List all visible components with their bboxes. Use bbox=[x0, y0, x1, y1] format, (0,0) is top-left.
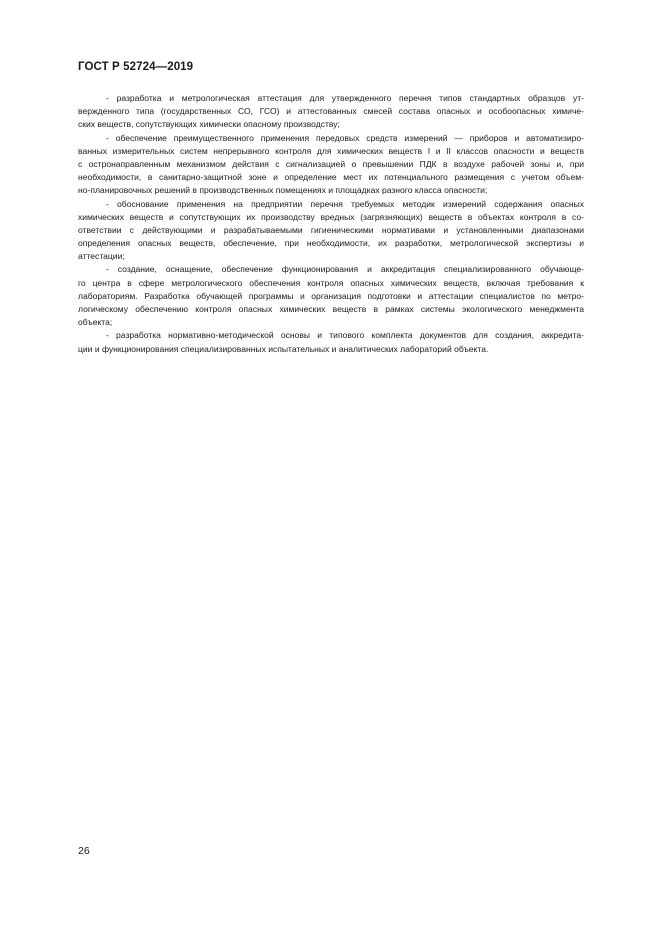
paragraph-4-line-4: логическому обеспечению контроля опасных химических веществ в рамках системы экологического менеджмента bbox=[78, 304, 584, 314]
paragraph-5-line-1: - разработка нормативно-методической основы и типового комплекта документов для создания, аккредита- bbox=[106, 330, 584, 341]
paragraph-3-line-1: - обоснование применения на предприятии перечня требуемых методик измерений содержания опасных bbox=[106, 198, 584, 209]
page-number: 26 bbox=[78, 845, 90, 857]
paragraph-4-line-3: лабораториям. Разработка обучающей программы и организация подготовки и аттестации специалистов по метро- bbox=[78, 290, 584, 301]
paragraph-2-line-2: ванных измерительных систем непрерывного контроля для химических веществ I и II классов опасности и веществ bbox=[78, 145, 584, 156]
paragraph-5-line-2: ции и функционирования специализированных испытательных и аналитических лабораторий объекта. bbox=[78, 343, 489, 354]
paragraph-1-line-2: вержденного типа (государственных СО, ГСО) и аттестованных смесей состава опасных и особоопасных химиче- bbox=[78, 106, 584, 117]
paragraph-1-line-1: - разработка и метрологическая аттестация для утвержденного перечня типов стандартных образцов ут- bbox=[106, 93, 584, 103]
paragraph-1-line-3: ских веществ, сопутствующих химически опасному производству; bbox=[78, 119, 340, 130]
paragraph-3-line-4: определения опасных веществ, обеспечение, при необходимости, их разработки, метрологической экспертизы и bbox=[78, 238, 584, 249]
paragraph-3-line-5: аттестации; bbox=[78, 251, 125, 262]
paragraph-2-line-3: с остронаправленным механизмом действия с сигнализацией о превышении ПДК в воздухе рабочей зоны и, при bbox=[78, 158, 584, 169]
document-header: ГОСТ Р 52724—2019 bbox=[78, 61, 194, 73]
document-body bbox=[78, 92, 584, 356]
paragraph-3-line-3: ответствии с действующими и разрабатываемыми гигиеническими нормативами и установленными диапазонами bbox=[78, 224, 584, 235]
paragraph-4-line-1: - создание, оснащение, обеспечение функционирования и аккредитация специализированного обучающе- bbox=[106, 264, 584, 275]
paragraph-4-line-2: го центра в сфере метрологического обеспечения контроля опасных химических веществ, включая требования к bbox=[78, 277, 584, 288]
paragraph-4-line-5: объекта; bbox=[78, 317, 113, 328]
paragraph-2-line-5: но-планировочных решений в производственных помещениях и площадках разного класса опасности; bbox=[78, 185, 488, 196]
paragraph-2-line-4: необходимости, в санитарно-защитной зоне и определение мест их потенциального размещения с учетом объем- bbox=[78, 172, 584, 183]
paragraph-2-line-1: - обеспечение преимущественного применения передовых средств измерений — приборов и автоматизиро- bbox=[106, 132, 584, 143]
paragraph-3-line-2: химических веществ и сопутствующих их производству вредных (загрязняющих) веществ в объектах контроля в со- bbox=[78, 211, 584, 222]
